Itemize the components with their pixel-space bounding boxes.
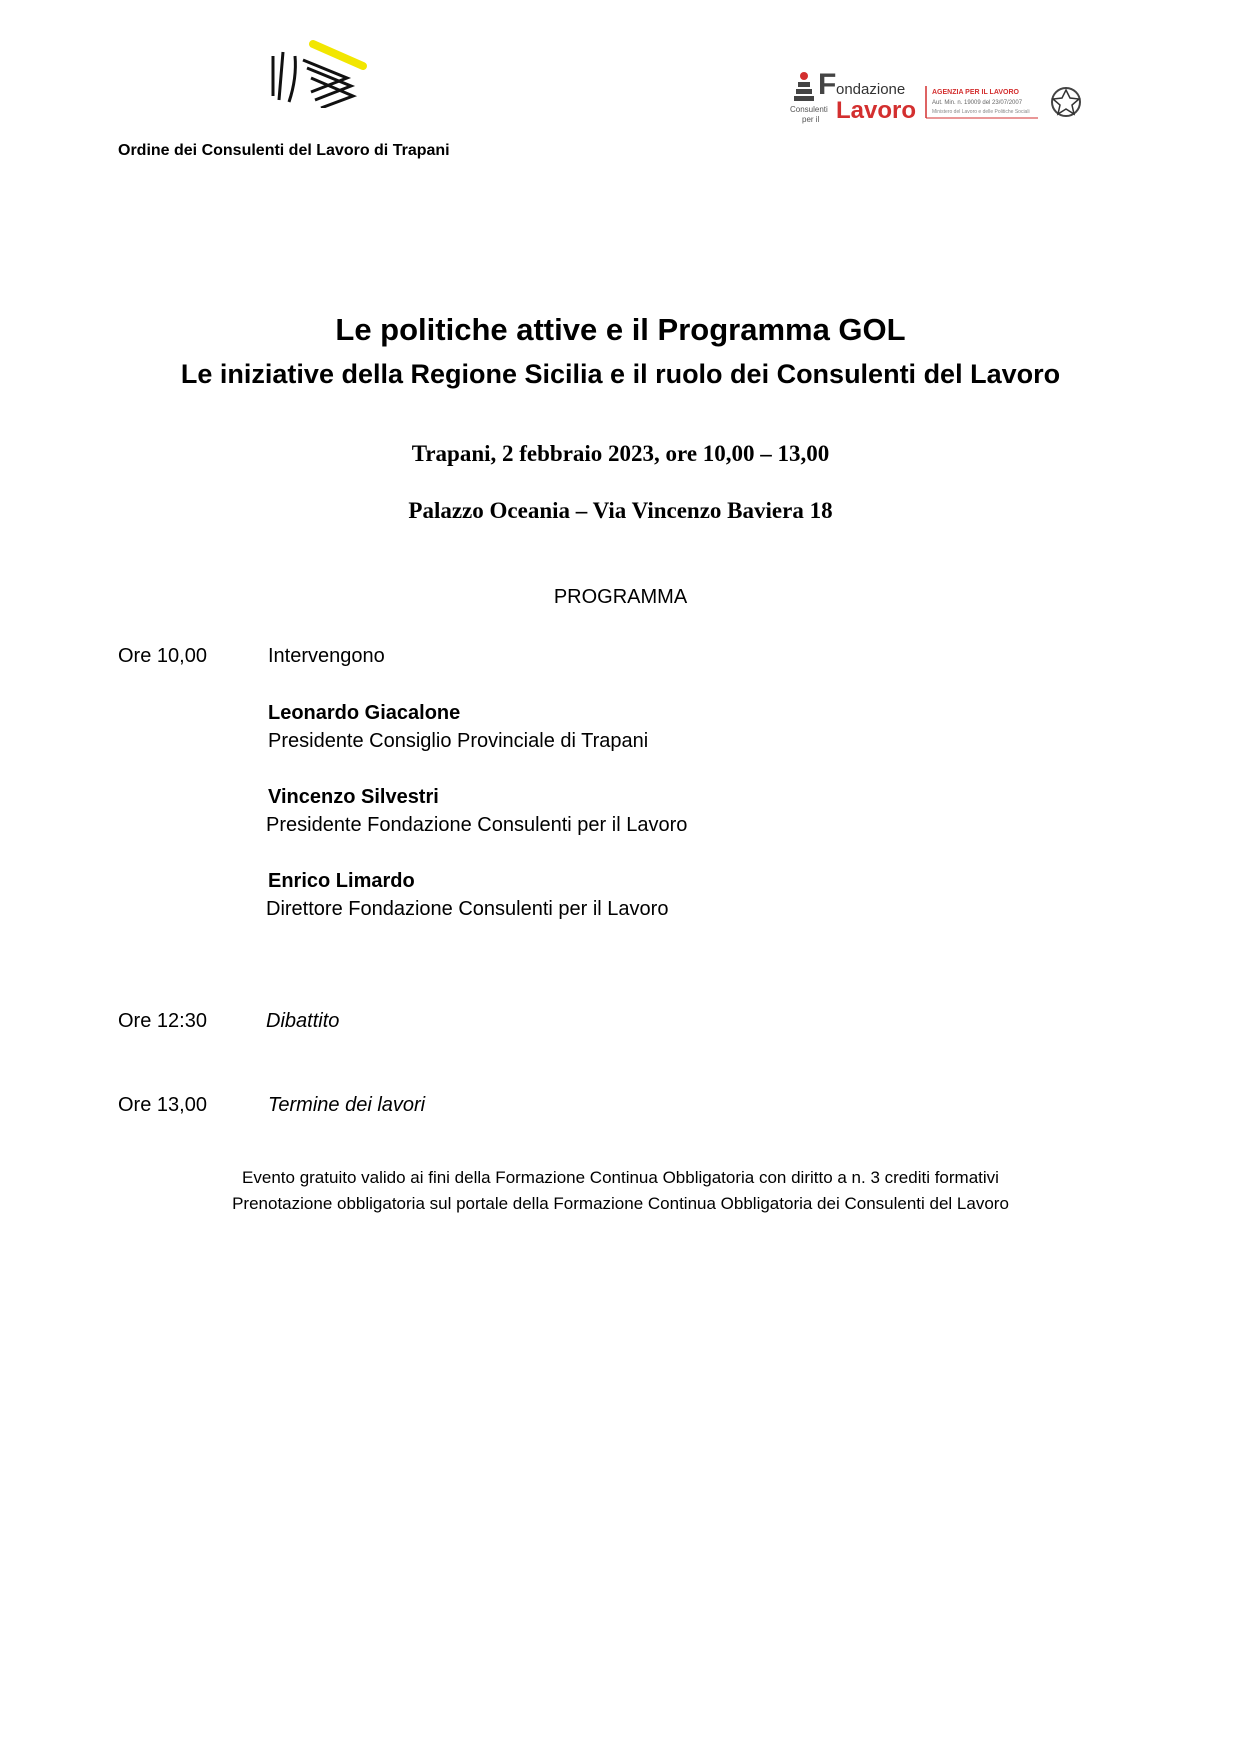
event-date-time: Trapani, 2 febbraio 2023, ore 10,00 – 13,00 <box>411 441 830 466</box>
event-venue: Palazzo Oceania – Via Vincenzo Baviera 18 <box>408 498 833 523</box>
page-title: Le politiche attive e il Programma GOL <box>335 312 906 347</box>
slot3-label: Termine dei lavori <box>268 1094 426 1116</box>
slot1-time: Ore 10,00 <box>118 645 207 667</box>
footer-credits-note: Evento gratuito valido ai fini della Formazione Continua Obbligatoria con diritto a n. 3 crediti formativi <box>242 1168 999 1187</box>
ordine-logo-icon <box>255 38 375 108</box>
footer-booking-note: Prenotazione obbligatoria sul portale della Formazione Continua Obbligatoria dei Consulenti del Lavoro <box>232 1194 1009 1213</box>
logo-small-bottom: per il <box>802 115 820 124</box>
speaker-role: Direttore Fondazione Consulenti per il Lavoro <box>266 898 669 920</box>
logo-lavoro: Lavoro <box>836 97 917 124</box>
slot2-time: Ore 12:30 <box>118 1010 207 1032</box>
org-name: Ordine dei Consulenti del Lavoro di Trapani <box>118 142 450 159</box>
logo-agency-line2: Ministero del Lavoro e delle Politiche Sociali <box>932 109 1030 115</box>
logo-small-top: Consulenti <box>790 105 828 114</box>
slot3-time: Ore 13,00 <box>118 1094 207 1116</box>
slot2-label: Dibattito <box>266 1010 340 1032</box>
slot1-label: Intervengono <box>268 645 385 667</box>
speaker-role: Presidente Consiglio Provinciale di Trapani <box>268 730 649 752</box>
programma-heading: PROGRAMMA <box>553 586 688 608</box>
speaker-role: Presidente Fondazione Consulenti per il Lavoro <box>266 814 688 836</box>
page-subtitle: Le iniziative della Regione Sicilia e il ruolo dei Consulenti del Lavoro <box>180 359 1061 389</box>
logo-agency-title: AGENZIA PER IL LAVORO <box>932 89 1019 96</box>
logo-fondazione: ondazione <box>836 81 906 98</box>
svg-text:F: F <box>818 68 837 101</box>
fondazione-logo-icon <box>790 66 1090 126</box>
speaker-name: Vincenzo Silvestri <box>268 786 439 808</box>
speaker-name: Enrico Limardo <box>268 870 415 892</box>
speaker-name: Leonardo Giacalone <box>268 702 461 724</box>
logo-agency-line1: Aut. Min. n. 19009 del 23/07/2007 <box>932 100 1023 106</box>
